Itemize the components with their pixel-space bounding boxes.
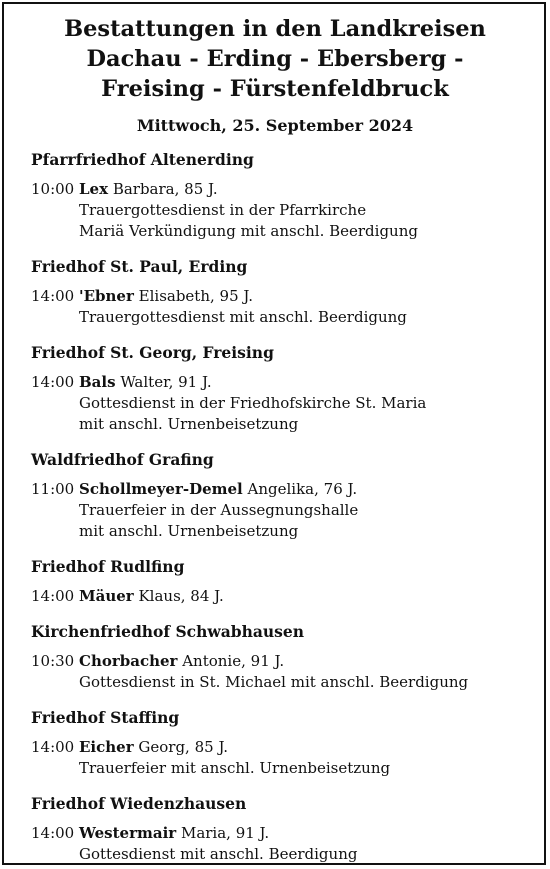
title-line: Dachau - Erding - Ebersberg - <box>86 46 464 72</box>
deceased-given-name-age: Klaus, 84 J. <box>133 587 224 605</box>
service-detail: Trauerfeier in der Aussegnungshalle <box>79 501 359 519</box>
deceased-surname: Chorbacher <box>79 652 178 670</box>
deceased-given-name-age: Angelika, 76 J. <box>242 480 358 498</box>
burial-time: 14:00 <box>31 373 75 391</box>
cemetery-name: Friedhof Staffing <box>31 708 180 727</box>
burial-time: 10:30 <box>31 652 75 670</box>
cemetery-name: Friedhof St. Paul, Erding <box>31 257 248 276</box>
service-detail: Trauergottesdienst mit anschl. Beerdigung <box>79 308 407 326</box>
deceased-surname: Westermair <box>79 824 177 842</box>
deceased-given-name-age: Walter, 91 J. <box>115 373 212 391</box>
cemetery-name: Friedhof Rudlfing <box>31 557 185 576</box>
title-line: Freising - Fürstenfeldbruck <box>101 76 449 102</box>
cemetery-name: Friedhof St. Georg, Freising <box>31 343 274 362</box>
notice-border <box>2 2 546 865</box>
burial-time: 14:00 <box>31 738 75 756</box>
service-detail: Trauerfeier mit anschl. Urnenbeisetzung <box>79 759 391 777</box>
cemetery-name: Kirchenfriedhof Schwabhausen <box>31 622 305 641</box>
service-detail: Trauergottesdienst in der Pfarrkirche <box>79 201 367 219</box>
deceased-surname: 'Ebner <box>79 287 134 305</box>
deceased-surname: Mäuer <box>79 587 134 605</box>
cemetery-name: Pfarrfriedhof Altenerding <box>31 150 254 169</box>
burial-time: 10:00 <box>31 180 75 198</box>
service-detail: mit anschl. Urnenbeisetzung <box>79 415 299 433</box>
service-detail: Gottesdienst mit anschl. Beerdigung <box>79 845 358 863</box>
deceased-given-name-age: Elisabeth, 95 J. <box>133 287 254 305</box>
deceased-surname: Schollmeyer-Demel <box>79 480 243 498</box>
title-line: Bestattungen in den Landkreisen <box>64 16 486 42</box>
burial-time: 14:00 <box>31 824 75 842</box>
deceased-surname: Bals <box>79 373 116 391</box>
service-detail: Mariä Verkündigung mit anschl. Beerdigung <box>79 222 418 240</box>
service-detail: Gottesdienst in St. Michael mit anschl. Beerdigung <box>79 673 469 691</box>
deceased-given-name-age: Georg, 85 J. <box>133 738 229 756</box>
service-detail: mit anschl. Urnenbeisetzung <box>79 522 299 540</box>
burial-time: 11:00 <box>31 480 75 498</box>
burial-time: 14:00 <box>31 587 75 605</box>
burial-time: 14:00 <box>31 287 75 305</box>
service-detail: Gottesdienst in der Friedhofskirche St. Maria <box>79 394 427 412</box>
deceased-given-name-age: Antonie, 91 J. <box>177 652 285 670</box>
cemetery-name: Waldfriedhof Grafing <box>31 450 214 469</box>
deceased-given-name-age: Barbara, 85 J. <box>108 180 218 198</box>
cemetery-name: Friedhof Wiedenzhausen <box>31 794 247 813</box>
deceased-surname: Lex <box>79 180 109 198</box>
notice-date: Mittwoch, 25. September 2024 <box>136 116 414 135</box>
deceased-surname: Eicher <box>79 738 134 756</box>
deceased-given-name-age: Maria, 91 J. <box>176 824 270 842</box>
